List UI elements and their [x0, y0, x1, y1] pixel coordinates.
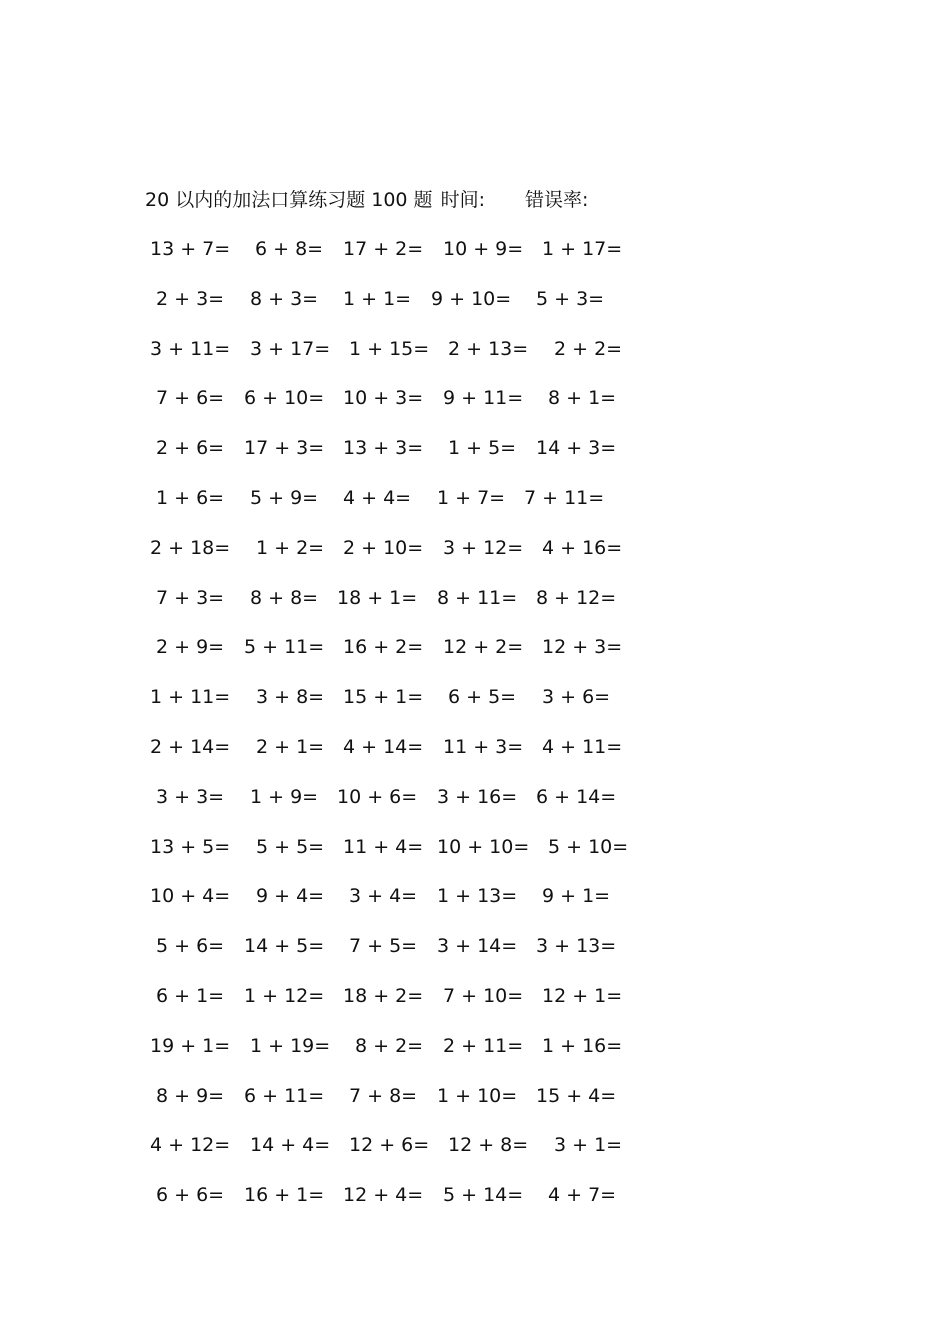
addition-problem: 2 + 2= [554, 337, 623, 360]
addition-problem: 5 + 5= [256, 835, 325, 858]
addition-problem: 4 + 7= [548, 1184, 617, 1207]
addition-problem: 3 + 8= [256, 686, 325, 709]
addition-problem: 3 + 13= [536, 935, 617, 958]
addition-problem: 13 + 3= [343, 437, 424, 460]
addition-problem: 2 + 1= [256, 735, 325, 758]
addition-problem: 3 + 6= [542, 686, 611, 709]
addition-problem: 3 + 11= [150, 337, 231, 360]
addition-problem: 3 + 17= [250, 337, 331, 360]
addition-problem: 2 + 13= [448, 337, 529, 360]
addition-problem: 11 + 3= [443, 735, 524, 758]
addition-problem: 7 + 6= [156, 387, 225, 410]
addition-problem: 6 + 5= [448, 686, 517, 709]
addition-problem: 5 + 11= [244, 636, 325, 659]
addition-problem: 1 + 12= [244, 984, 325, 1007]
addition-problem: 1 + 11= [150, 686, 231, 709]
addition-problem: 19 + 1= [150, 1034, 231, 1057]
addition-problem: 7 + 8= [349, 1084, 418, 1107]
addition-problem: 10 + 3= [343, 387, 424, 410]
addition-problem: 12 + 6= [349, 1134, 430, 1157]
addition-problem: 14 + 4= [250, 1134, 331, 1157]
addition-problem: 2 + 6= [156, 437, 225, 460]
addition-problem: 1 + 7= [437, 486, 506, 509]
addition-problem: 8 + 2= [355, 1034, 424, 1057]
addition-problem: 12 + 4= [343, 1184, 424, 1207]
addition-problem: 14 + 3= [536, 437, 617, 460]
addition-problem: 7 + 10= [443, 984, 524, 1007]
addition-problem: 12 + 1= [542, 984, 623, 1007]
addition-problem: 12 + 3= [542, 636, 623, 659]
addition-problem: 9 + 1= [542, 885, 611, 908]
addition-problem: 7 + 5= [349, 935, 418, 958]
addition-problem: 8 + 11= [437, 586, 518, 609]
addition-problem: 7 + 11= [524, 486, 605, 509]
addition-problem: 6 + 10= [244, 387, 325, 410]
addition-problem: 5 + 10= [548, 835, 629, 858]
addition-problem: 17 + 3= [244, 437, 325, 460]
addition-problem: 1 + 10= [437, 1084, 518, 1107]
addition-problem: 1 + 2= [256, 536, 325, 559]
addition-problem: 3 + 4= [349, 885, 418, 908]
addition-problem: 5 + 9= [250, 486, 319, 509]
addition-problem: 8 + 12= [536, 586, 617, 609]
addition-problem: 4 + 11= [542, 735, 623, 758]
addition-problem: 17 + 2= [343, 238, 424, 260]
addition-problem: 1 + 6= [156, 486, 225, 509]
addition-problem: 1 + 1= [343, 287, 412, 310]
addition-problem: 3 + 3= [156, 785, 225, 808]
addition-problem: 1 + 19= [250, 1034, 331, 1057]
addition-problem: 4 + 12= [150, 1134, 231, 1157]
addition-problem: 3 + 16= [437, 785, 518, 808]
time-label: 时间: [440, 189, 485, 211]
error-rate-label: 错误率: [524, 189, 589, 211]
addition-problem: 10 + 10= [437, 835, 530, 858]
addition-problem: 1 + 15= [349, 337, 430, 360]
addition-problem: 2 + 14= [150, 735, 231, 758]
addition-problem: 14 + 5= [244, 935, 325, 958]
addition-problem: 18 + 1= [337, 586, 418, 609]
addition-problem: 8 + 3= [250, 287, 319, 310]
addition-problem: 16 + 1= [244, 1184, 325, 1207]
addition-problem: 8 + 8= [250, 586, 319, 609]
addition-problem: 5 + 3= [536, 287, 605, 310]
addition-problem: 1 + 5= [448, 437, 517, 460]
addition-problem: 6 + 6= [156, 1184, 225, 1207]
addition-problem: 2 + 3= [156, 287, 225, 310]
addition-problem: 4 + 16= [542, 536, 623, 559]
addition-problem: 12 + 2= [443, 636, 524, 659]
addition-problem: 5 + 6= [156, 935, 225, 958]
worksheet-title: 20 以内的加法口算练习题 100 题 [145, 189, 433, 211]
addition-problem: 6 + 8= [255, 238, 324, 260]
addition-problem: 2 + 11= [443, 1034, 524, 1057]
addition-problem: 8 + 1= [548, 387, 617, 410]
addition-problem: 4 + 4= [343, 486, 412, 509]
addition-problem: 6 + 14= [536, 785, 617, 808]
addition-problem: 18 + 2= [343, 984, 424, 1007]
addition-problem: 2 + 10= [343, 536, 424, 559]
addition-problem: 3 + 1= [554, 1134, 623, 1157]
addition-problem: 1 + 16= [542, 1034, 623, 1057]
addition-problem: 12 + 8= [448, 1134, 529, 1157]
addition-problem: 13 + 7= [150, 238, 231, 260]
addition-problem: 9 + 10= [431, 287, 512, 310]
addition-problem: 15 + 1= [343, 686, 424, 709]
addition-problem: 11 + 4= [343, 835, 424, 858]
addition-problem: 2 + 18= [150, 536, 231, 559]
addition-problem: 6 + 11= [244, 1084, 325, 1107]
addition-problem: 10 + 4= [150, 885, 231, 908]
addition-problem: 2 + 9= [156, 636, 225, 659]
addition-problem: 8 + 9= [156, 1084, 225, 1107]
addition-problem: 16 + 2= [343, 636, 424, 659]
addition-problem: 3 + 12= [443, 536, 524, 559]
addition-problem: 10 + 9= [443, 238, 524, 260]
addition-problem: 15 + 4= [536, 1084, 617, 1107]
addition-problem: 1 + 9= [250, 785, 319, 808]
addition-problem: 9 + 4= [256, 885, 325, 908]
addition-problem: 1 + 13= [437, 885, 518, 908]
addition-problem: 6 + 1= [156, 984, 225, 1007]
addition-problem: 1 + 17= [542, 238, 623, 260]
addition-problem: 13 + 5= [150, 835, 231, 858]
addition-problem: 5 + 14= [443, 1184, 524, 1207]
addition-problem: 7 + 3= [156, 586, 225, 609]
addition-problem: 4 + 14= [343, 735, 424, 758]
addition-problem: 10 + 6= [337, 785, 418, 808]
addition-problem: 3 + 14= [437, 935, 518, 958]
addition-problem: 9 + 11= [443, 387, 524, 410]
worksheet-header [145, 186, 588, 214]
